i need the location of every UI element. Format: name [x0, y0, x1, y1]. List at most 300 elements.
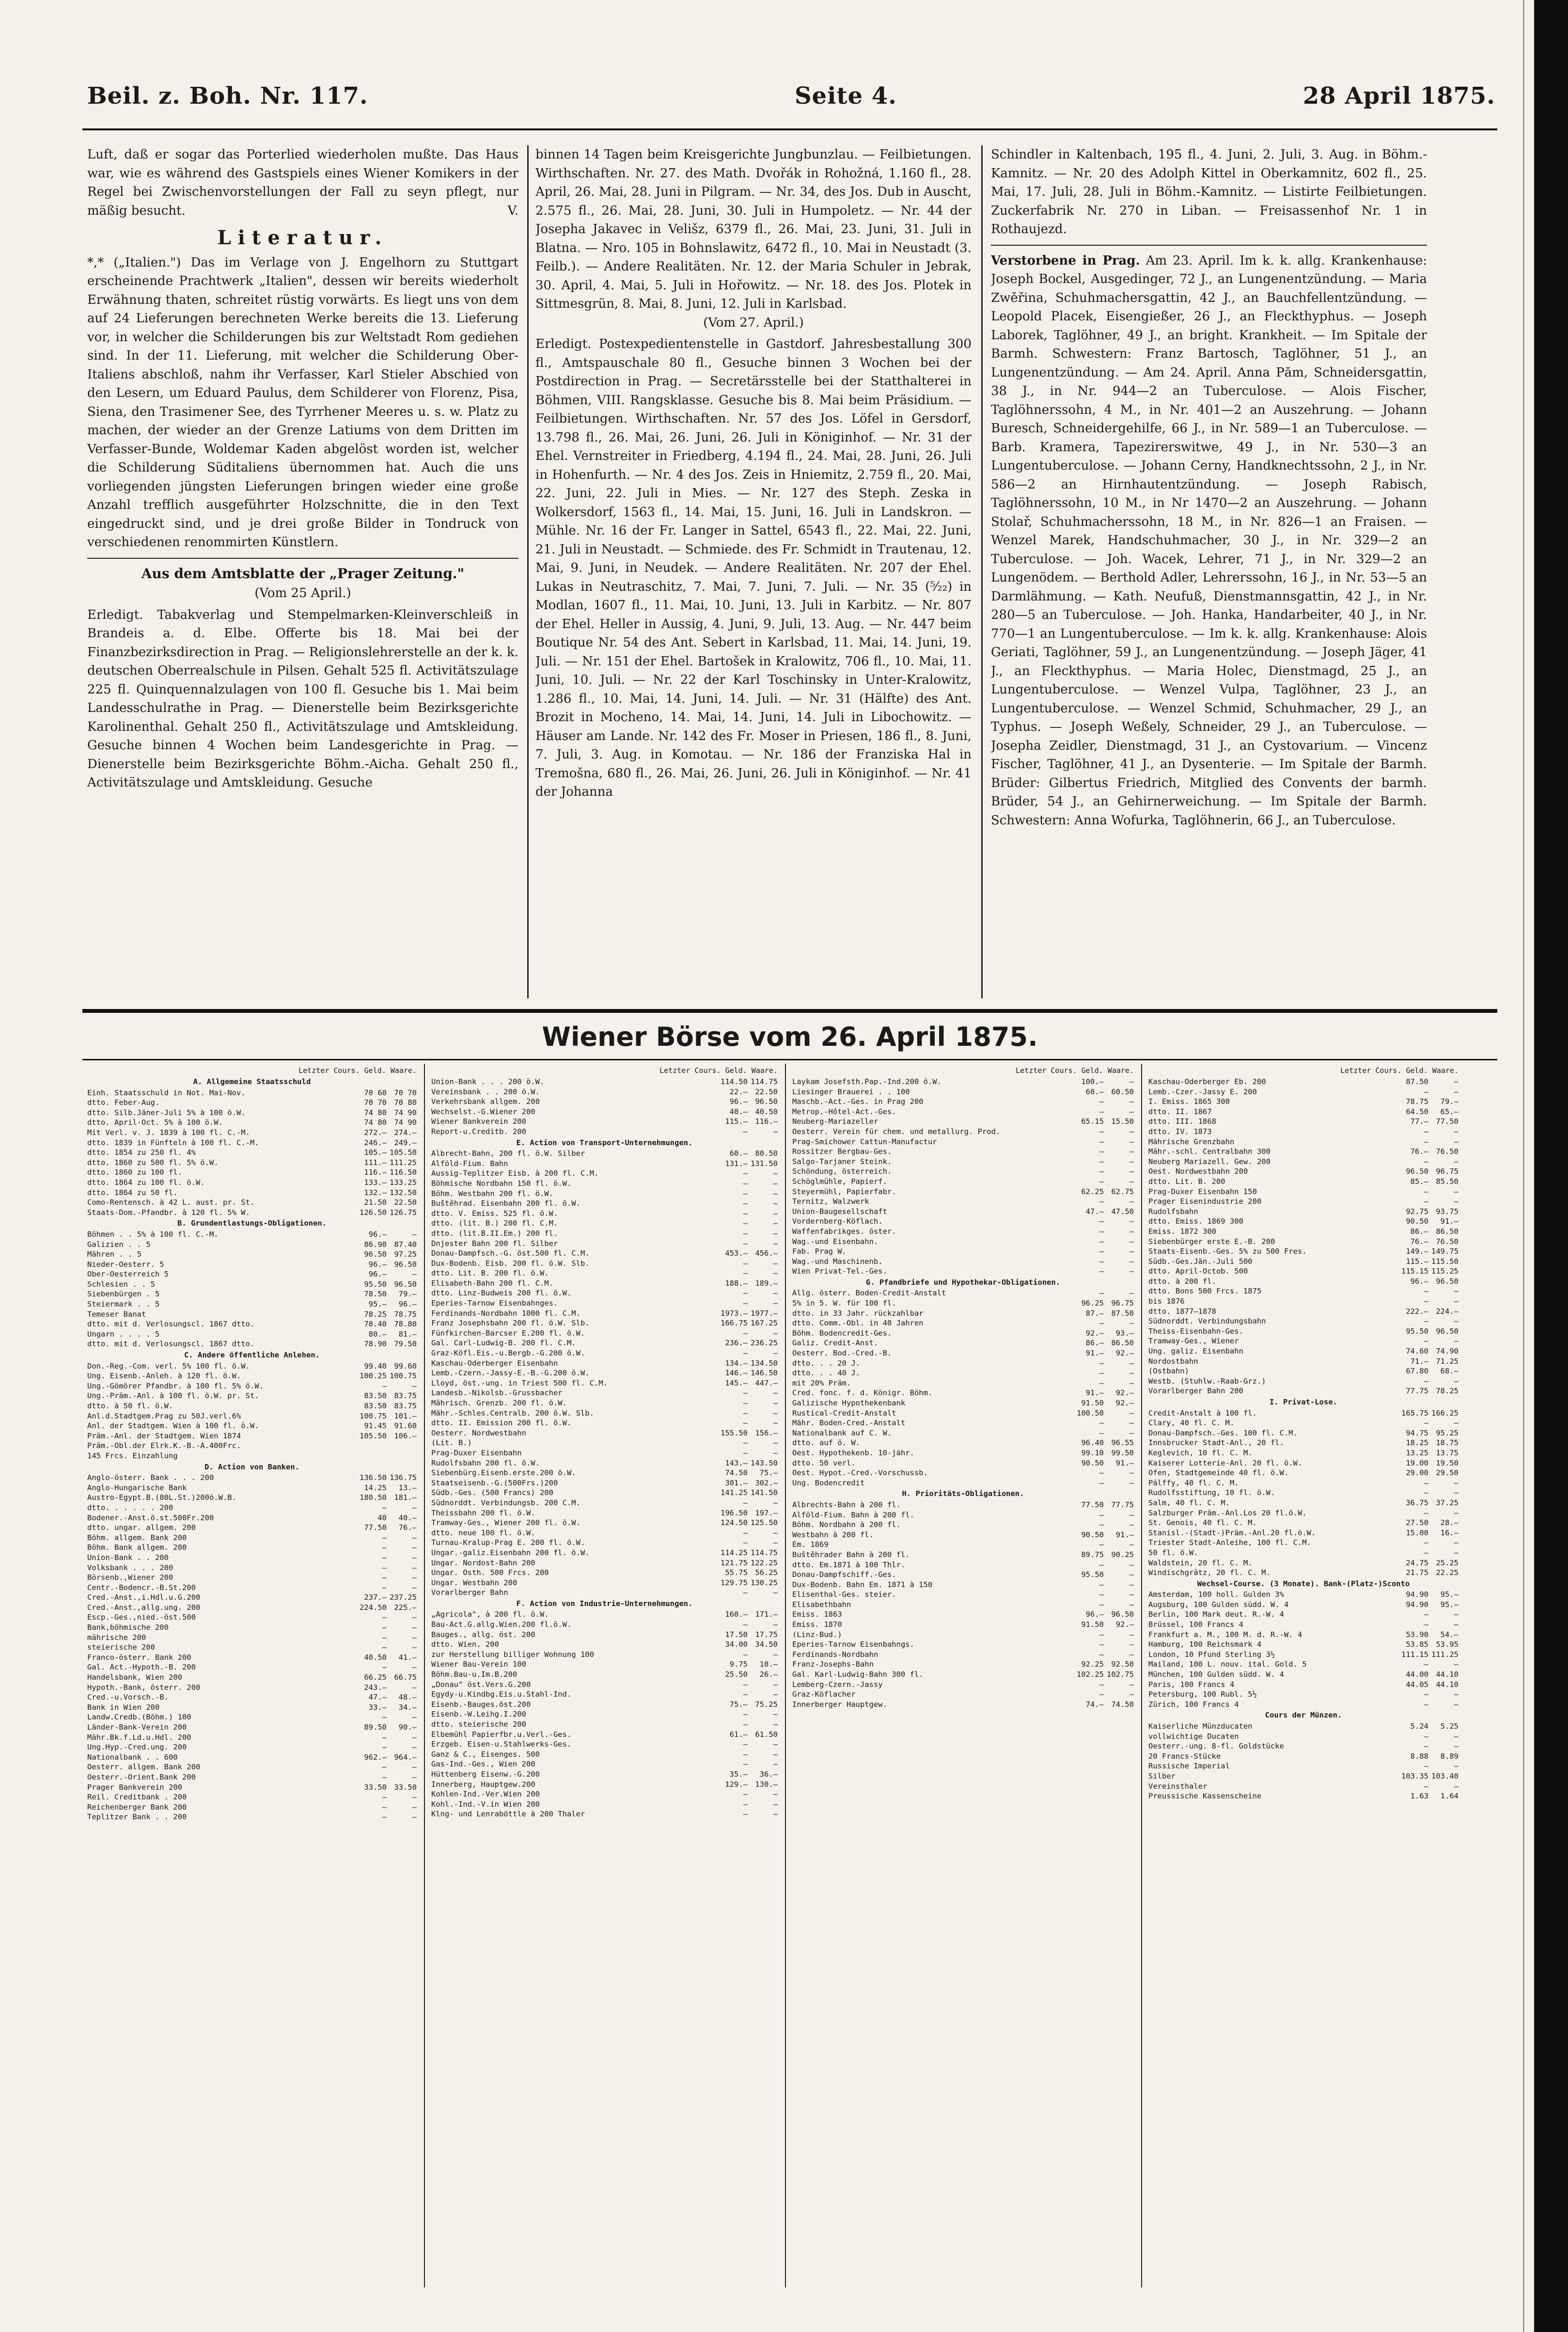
security-name: Salzburger Präm.-Anl.Los 20 fl.ö.W. — [1148, 1508, 1307, 1517]
table-row — [1148, 1237, 1458, 1247]
table-row — [792, 1087, 1134, 1097]
bid-price: 33.— — [368, 1702, 387, 1712]
table-row — [431, 1418, 778, 1428]
bid-price: — — [743, 1328, 748, 1338]
ask-price: — — [1454, 1610, 1458, 1619]
bid-price: 272.— — [364, 1128, 387, 1137]
table-row — [792, 1639, 1134, 1650]
security-name: Neuberg Mariazell. Gew. 200 — [1148, 1157, 1270, 1166]
bid-price: — — [743, 1740, 748, 1749]
exchange-table-1 — [87, 1066, 417, 2287]
table-row — [87, 1762, 417, 1772]
security-name: Stanisl.-(Stadt-)Präm.-Anl.20 fl.ö.W. — [1148, 1528, 1316, 1537]
bid-price: 126.50 — [360, 1208, 387, 1217]
ask-price: 76.50 — [1436, 1147, 1458, 1156]
bid-price: 146.— — [725, 1369, 748, 1378]
bid-price: 96.— — [368, 1260, 387, 1269]
exchange-banner: Wiener Börse vom 26. April 1875. — [542, 1022, 1038, 1052]
bid-price: — — [743, 1710, 748, 1719]
security-name: dtto. (lit. B.) 200 fl. C.M. — [431, 1219, 558, 1228]
security-name: dtto. ungar. allgem. 200 — [87, 1523, 196, 1532]
ask-price: — — [773, 1408, 778, 1418]
amtsblatt-text: Erledigt. Tabakverlag und Stempelmarken-Kleinverschleiß in Brandeis a. d. Elbe. Offerte bis 18. Mai bei der Finanzbezirksdirection in Prag. — Religionslehrerstelle an der k. k. deutschen Oberrealschule in Pilsen. Gehalt 525 fl. Activitätszulage 225 fl. Quinquennalzulagen von 100 fl. Gesuche bis 1. Mai beim Landesschulrathe in Prag. — Dienerstelle beim Bezirksgerichte Karolinenthal. Gehalt 250 fl., Activitätszulage und Amtskleidung. Gesuche binnen 4 Wochen beim Landesgerichte in Prag. — Dienerstelle beim Bezirksgerichte Böhm.-Aicha. Gehalt 250 fl., Activitätszulage und Amtskleidung. Gesuche — [87, 607, 518, 790]
security-name: Fünfkirchen-Barcser E.200 fl. ö.W. — [431, 1328, 585, 1338]
theater-review-ending: Luft, daß er sogar das Porterlied wiederholen mußte. Das Haus war, wie es während des Gastspiels eines Wiener Komikers in der Regel bei Zwischenvorstellungen der Fall zu seyn pflegt, nur mäßig besucht. V. — [87, 147, 518, 218]
ask-price: — — [1129, 1127, 1134, 1136]
ask-price: 106.— — [394, 1431, 417, 1440]
ask-price: 131.50 — [751, 1159, 778, 1168]
bid-price: 76.— — [1410, 1237, 1428, 1246]
table-row — [1148, 1157, 1458, 1167]
bid-price: — — [743, 1528, 748, 1537]
table-row — [1148, 1518, 1458, 1528]
security-name: Hüttenberg Eisenw.-G.200 — [431, 1769, 540, 1779]
ask-price: 83.75 — [394, 1402, 417, 1410]
literatur-heading: Literatur. — [217, 226, 389, 249]
bid-price: — — [382, 1663, 387, 1672]
bid-price: 71.— — [1410, 1356, 1428, 1366]
table-row — [1148, 1508, 1458, 1518]
security-name: Galizische Hypothekenbank — [792, 1399, 906, 1407]
table-row — [1148, 1791, 1458, 1801]
table-row — [87, 1683, 417, 1693]
ask-price: 130.— — [755, 1780, 778, 1789]
table-row — [431, 1189, 778, 1199]
ask-price: — — [1129, 1319, 1134, 1328]
bid-price: — — [743, 1799, 748, 1809]
security-name: (Linz-Bud.) — [792, 1630, 842, 1639]
ask-price: — — [412, 1229, 417, 1239]
security-name: dtto. steierische 200 — [431, 1720, 526, 1729]
ask-price: — — [412, 1553, 417, 1562]
bid-price: 95.50 — [1081, 1570, 1104, 1579]
issue-number: Beil. z. Boh. Nr. 117. — [87, 82, 368, 110]
security-name: Don.-Reg.-Com. verl. 5% 100 fl. ö.W. — [87, 1361, 250, 1371]
security-name: Mailand, 100 L. nouv. ital. Gold. 5 — [1148, 1660, 1307, 1669]
bid-price: 40.— — [729, 1107, 748, 1116]
bid-price: 141.25 — [721, 1488, 748, 1497]
bid-price: 96.25 — [1081, 1299, 1104, 1308]
bid-price: 145.— — [725, 1378, 748, 1387]
security-name: Lemb.-Czer.-Jassy E. 200 — [1148, 1087, 1257, 1096]
ask-price: 103.40 — [1431, 1771, 1458, 1781]
security-name: Silber — [1148, 1771, 1176, 1781]
table-row — [87, 1391, 417, 1401]
bid-price: — — [382, 1633, 387, 1642]
table-divider — [1141, 1064, 1142, 2287]
table-row — [431, 1799, 778, 1810]
bid-price: 91.— — [1085, 1388, 1104, 1398]
ask-price: 166.25 — [1431, 1408, 1458, 1418]
bid-price: 94.90 — [1406, 1590, 1428, 1599]
ask-price: — — [773, 1299, 778, 1308]
security-name: Waldstein, 20 fl. C. M. — [1148, 1558, 1253, 1567]
ask-price: 96.50 — [1436, 1276, 1458, 1286]
security-name: Nieder-Oesterr. 5 — [87, 1260, 164, 1269]
table-row — [431, 1308, 778, 1319]
bid-price: — — [1099, 1560, 1104, 1569]
table-row — [87, 1381, 417, 1391]
table-row — [87, 1309, 417, 1320]
bid-price: 96.— — [368, 1270, 387, 1279]
bid-price: 92.— — [1085, 1328, 1104, 1338]
ask-price: 37.25 — [1436, 1498, 1458, 1507]
bid-price: 78.40 — [364, 1320, 387, 1329]
security-name: Donau-Dampfschiff.-Ges. — [792, 1570, 896, 1579]
table-row — [431, 1468, 778, 1478]
ask-price: 149.75 — [1431, 1247, 1458, 1256]
bid-price: 96.— — [729, 1097, 748, 1106]
table-row — [1148, 1458, 1458, 1468]
bid-price: 102.25 — [1077, 1670, 1104, 1679]
bid-price: — — [1099, 1107, 1104, 1116]
table-row — [431, 1739, 778, 1749]
security-name: Schöndung, österreich. — [792, 1167, 892, 1176]
table-row — [431, 1548, 778, 1558]
bid-price: 76.— — [1410, 1147, 1428, 1156]
table-row — [87, 1329, 417, 1339]
bid-price: — — [382, 1543, 387, 1552]
ask-price: 78.25 — [1436, 1387, 1458, 1396]
table-row — [431, 1438, 778, 1448]
bid-price: — — [1424, 1690, 1428, 1699]
notices-text-3: Schindler in Kaltenbach, 195 fl., 4. Juni, 2. Juli, 3. Aug. in Böhm.-Kamnitz. — Nr. 20 des Adolph Kittel in Oberkamnitz, 602 fl., 25. Mai, 17. Juli, 28. Juli in Böhm.-Kamnitz. — Listirte Feilbietungen. Zuckerfabrik Nr. 270 in Liban. — Freisassenhof Nr. 1 in Rothaujezd. — [991, 147, 1427, 236]
security-name: Theiss-Eisenbahn-Ges. — [1148, 1326, 1243, 1336]
bid-price: — — [743, 1690, 748, 1699]
security-name: Rudolfsbahn — [1148, 1207, 1198, 1216]
ask-price: — — [412, 1793, 417, 1802]
ask-price: 70 70 — [394, 1088, 417, 1097]
bid-price: 74 80 — [364, 1108, 387, 1117]
security-name: Bau-Act.G.allg.Wien.200 fl.ö.W. — [431, 1620, 572, 1629]
security-name: Innerberg, Hauptgew.200 — [431, 1780, 535, 1789]
bid-price: 115.15 — [1401, 1267, 1428, 1276]
security-name: Graz-Köfl.Eis.-u.Bergb.-G.200 ö.W. — [431, 1349, 585, 1358]
bid-price: — — [743, 1229, 748, 1238]
bid-price: — — [1099, 1630, 1104, 1639]
table-row — [1148, 1376, 1458, 1387]
table-row — [87, 1633, 417, 1643]
table-row — [87, 1812, 417, 1822]
bid-price: 136.50 — [360, 1473, 387, 1482]
ask-price: 91.— — [1115, 1458, 1134, 1467]
security-name: dtto. (lit.B.II.Em.) 200 fl. — [431, 1229, 558, 1238]
table-row — [792, 1187, 1134, 1197]
table-row — [87, 1733, 417, 1743]
ask-price: — — [1129, 1358, 1134, 1368]
ask-price: 87.50 — [1111, 1308, 1134, 1318]
ask-price: 456.— — [755, 1249, 778, 1258]
ask-price: 95.— — [1440, 1600, 1458, 1609]
bid-price: — — [1099, 1237, 1104, 1246]
security-name: Mähr.Bk.f.Ld.u.Hdl. 200 — [87, 1733, 191, 1742]
table-row — [792, 1237, 1134, 1247]
security-name: Donau-Dampfsch.-G. öst.500 fl. C.M. — [431, 1249, 590, 1258]
ask-price: 74 90 — [394, 1118, 417, 1127]
table-row — [1148, 1689, 1458, 1700]
ask-price: — — [412, 1381, 417, 1390]
security-name: Böhm. Bank allgem. 200 — [87, 1543, 187, 1552]
table-row — [431, 1278, 778, 1289]
ask-price: 83.75 — [394, 1391, 417, 1401]
ask-price: — — [412, 1583, 417, 1592]
bid-price: 40.50 — [364, 1653, 387, 1662]
table-row — [1148, 1336, 1458, 1346]
table-row — [431, 1659, 778, 1670]
table-row — [1148, 1386, 1458, 1396]
table-row — [87, 1533, 417, 1543]
ask-price: 36.— — [759, 1769, 778, 1779]
bid-price: — — [1424, 1700, 1428, 1709]
security-name: dtto. . . 20 J. — [792, 1358, 860, 1368]
table-row — [87, 1642, 417, 1653]
table-row — [87, 1249, 417, 1260]
table-row — [1148, 1751, 1458, 1762]
bid-price: 99.40 — [364, 1361, 387, 1371]
table-row — [1148, 1609, 1458, 1620]
deaths-text: Verstorbene in Prag. Am 23. April. Im k. k. allg. Krankenhause: Joseph Bockel, Ausgedinger, 72 J., an Lungenentzündung. — Maria Zwěřina, Schuhmachersgattin, 42 J., an Bauchfellentzündung. — Leopold Placek, Eisengießer, 26 J., an Fleckthyphus. — Joseph Laborek, Taglöhner, 49 J., an bright. Krankheit. — Im Spitale der Barmh. Schwestern: Franz Bartosch, Taglöhner, 51 J., an Lungenentzündung. — Am 24. April. Anna Păm, Schneidersgattin, 38 J., in Nr. 944—2 an Tuberculose. — Alois Fischer, Taglöhnerssohn, 4 M., in Nr. 401—2 an Auszehrung. — Johann Buresch, Schneidergehilfe, 66 J., in Nr. 589—1 an Tuberculose. — Barb. Kramera, Tapezirerswitwe, 49 J., in Nr. 530—3 an Lungentuberculose. — Johann Cerny, Handknechtssohn, 2 J., in Nr. 586—2 an Hirnhautentzündung. — Joseph Rabisch, Taglöhnerssohn, 10 M., in Nr 1470—2 an Auszehrung. — Johann Stolař, Schuhmacherssohn, 18 M., in Nr. 826—1 an Fraisen. — Wenzel Marek, Handschuhmacher, 30 J., in Nr. 329—2 an Tuberculose. — Joh. Wacek, Lehrer, 71 J., in Nr. 329—2 an Lungenödem. — Berthold Adler, Lehrerssohn, 16 J., in Nr. 53—5 an Darmlähmung. — Kath. Neufuß, Dienstmannsgattin, 42 J., in Nr. 280—5 an Tuberculose. — Joh. Hanka, Handarbeiter, 40 J., in Nr. 770—1 an Lungentuberculose. — Im k. k. allg. Krankenhause: Alois Geriati, Taglöhner, 59 J., an Lungenentzündung. — Joseph Jäger, 41 J., an Fleckthyphus. — Maria Holec, Dienstmagd, 25 J., an Lungentuberculose. — Wenzel Vulpa, Taglöhner, 23 J., an Lungentuberculose. — Wenzel Schmid, Schuhmacher, 29 J., an Typhus. — Joseph Weßely, Schneider, 29 J., an Tuberculose. — Josepha Zeidler, Dienstmagd, 31 J., an Cystovarium. — Vincenz Fischer, Taglöhner, 41 J., an Dysenterie. — Im Spitale der Barmh. Brüder: Gilbertus Friedrich, Mitglied des Convents der barmh. Brüder, 54 J., an Gehirnerweichung. — Im Spitale der Barmh. Schwestern: Anna Wofurka, Taglöhnerin, 66 J., an Tuberculose. — [991, 253, 1427, 828]
bid-price: — — [743, 1720, 748, 1729]
ask-price: 225.— — [394, 1603, 417, 1612]
bid-price: 17.50 — [725, 1630, 748, 1639]
bid-price: — — [1099, 1650, 1104, 1659]
bid-price: — — [1099, 1358, 1104, 1368]
security-name: Nordostbahn — [1148, 1356, 1198, 1366]
bid-price: 18.25 — [1406, 1438, 1428, 1448]
table-row — [1148, 1761, 1458, 1771]
security-name: Rossitzer Bergbau-Ges. — [792, 1147, 892, 1156]
ask-price: 79.— — [1440, 1097, 1458, 1106]
column-divider — [527, 145, 529, 998]
security-name: Mähr. Boden-Cred.-Anstalt — [792, 1418, 906, 1428]
table-row — [431, 1239, 778, 1249]
table-row — [431, 1168, 778, 1179]
ask-price: — — [773, 1269, 778, 1278]
table-row — [87, 1260, 417, 1270]
security-name: Südnorddt. Verbindungsb. 200 C.M. — [431, 1498, 580, 1507]
security-name: Kaiserer Lotterie-Anl. 20 fl. ö.W. — [1148, 1458, 1302, 1467]
table-row — [87, 1692, 417, 1702]
table-row — [792, 1630, 1134, 1640]
bid-price: 91.— — [1085, 1349, 1104, 1358]
security-name: Ung. Bodencredit — [792, 1478, 865, 1487]
security-name: Ungar.-galiz.Eisenbahn 200 fl. ö.W. — [431, 1548, 590, 1557]
security-name: Nationalbank auf C. W. — [792, 1428, 892, 1437]
security-name: Gal. Carl-Ludwig-B. 200 fl. C.M. — [431, 1339, 576, 1348]
ask-price: 93.75 — [1436, 1207, 1458, 1216]
bid-price: 62.25 — [1081, 1187, 1104, 1196]
security-name: Anglo-österr. Bank . . . 200 — [87, 1473, 214, 1482]
security-name: Wien Privat-Tel.-Ges. — [792, 1267, 887, 1276]
security-name: Waffenfabrikges. öster. — [792, 1227, 896, 1236]
bid-price: — — [382, 1743, 387, 1752]
bid-price: 133.— — [364, 1178, 387, 1187]
bid-price: 78.25 — [364, 1309, 387, 1319]
ask-price: 78.80 — [394, 1320, 417, 1329]
bid-price: — — [1099, 1319, 1104, 1328]
ask-price: — — [1454, 1137, 1458, 1146]
bid-price: 96.40 — [1081, 1438, 1104, 1448]
table-row — [1148, 1307, 1458, 1317]
security-name: Oesterr.-ung. 8-fl. Goldstücke — [1148, 1742, 1284, 1751]
table-row — [792, 1338, 1134, 1348]
bid-price: 95.50 — [364, 1279, 387, 1289]
bid-price: — — [382, 1623, 387, 1632]
bid-price: — — [1424, 1478, 1428, 1487]
table-row — [1148, 1266, 1458, 1276]
table-row — [431, 1478, 778, 1488]
table-row — [1148, 1771, 1458, 1781]
ask-price: 125.50 — [751, 1518, 778, 1528]
ask-price: 224.— — [1436, 1307, 1458, 1316]
bid-price: — — [1424, 1297, 1428, 1306]
bid-price: 24.75 — [1406, 1558, 1428, 1567]
bid-price: 196.50 — [721, 1508, 748, 1517]
exchange-table-3 — [792, 1066, 1134, 2287]
table-row — [87, 1361, 417, 1371]
table-row — [431, 1630, 778, 1640]
table-row — [431, 1749, 778, 1760]
ask-price: — — [1129, 1570, 1134, 1579]
table-row — [87, 1662, 417, 1672]
security-name: Maschb.-Act.-Ges. in Prag 200 — [792, 1097, 924, 1106]
ask-price: — — [773, 1349, 778, 1358]
table-row — [431, 1408, 778, 1418]
security-name: 145 Frcs. Einzahlung — [87, 1451, 178, 1460]
security-name: Report-u.Creditb. 200 — [431, 1127, 526, 1136]
bid-price: 236.— — [725, 1339, 748, 1348]
table-row — [87, 1240, 417, 1250]
security-name: München, 100 Gulden südd. W. 4 — [1148, 1670, 1284, 1679]
security-name: Franz Josephsbahn 200 fl. ö.W. Slb. — [431, 1319, 590, 1328]
ask-price: — — [1454, 1197, 1458, 1206]
table-row — [792, 1600, 1134, 1610]
table-row — [1148, 1087, 1458, 1097]
bid-price: 165.75 — [1401, 1408, 1428, 1418]
ask-price: 76.50 — [1436, 1237, 1458, 1246]
bid-price: — — [1424, 1548, 1428, 1557]
table-row — [1148, 1227, 1458, 1237]
security-name: Oest. Nordwestbahn 200 — [1148, 1167, 1248, 1176]
table-row — [87, 1592, 417, 1603]
ask-price: 96.50 — [755, 1097, 778, 1106]
ask-price: 78.75 — [394, 1309, 417, 1319]
bid-price: — — [1424, 1620, 1428, 1629]
table-row — [431, 1198, 778, 1209]
table-row — [1148, 1650, 1458, 1660]
ask-price: 237.25 — [390, 1593, 417, 1602]
bid-price: 70 70 — [364, 1098, 387, 1107]
table-row — [87, 1702, 417, 1713]
table-row — [1148, 1732, 1458, 1742]
security-name: Austro-Egypt.B.(80L.St.)200ö.W.B. — [87, 1493, 236, 1502]
table-row — [431, 1087, 778, 1097]
bid-price: 77.75 — [1406, 1387, 1428, 1396]
ask-price: — — [773, 1650, 778, 1659]
bid-price: 77.50 — [1081, 1500, 1104, 1509]
table-row — [87, 1401, 417, 1411]
table-row — [792, 1580, 1134, 1590]
ask-price: — — [1129, 1560, 1134, 1569]
page-header — [82, 82, 1495, 121]
bid-price: — — [1424, 1781, 1428, 1791]
security-name: Kaschau-Oderberger Eisenbahn — [431, 1358, 558, 1368]
bid-price: — — [1424, 1317, 1428, 1326]
bid-price: 111.15 — [1401, 1650, 1428, 1659]
bid-price: 132.— — [364, 1188, 387, 1197]
ask-price: 92.— — [1115, 1349, 1134, 1358]
table-row — [792, 1328, 1134, 1339]
table-row — [431, 1149, 778, 1159]
table-section-title: Cours der Münzen. — [1265, 1711, 1342, 1720]
security-name: dtto. mit d. Verlosungscl. 1867 dtto. — [87, 1320, 255, 1329]
notices-text-1: binnen 14 Tagen beim Kreisgerichte Jungbunzlau. — Feilbietungen. Wirthschaften. Nr. 27. des Math. Dvořák in Rohožná, 1.160 fl., 28. April, 26. Mai, 28. Juni in Pilgram. — Nr. 34, des Jos. Dub in Auscht, 2.575 fl., 26. Mai, 28. Juni, 30. Juli in Humpoletz. — Nr. 44 der Josepha Jakavec in Velišz, 6379 fl., 26. Mai, 23. Juni, 31. Juli in Blatna. — Nro. 105 in Bohnslawitz, 6472 fl., 10. Mai in Neustadt (3. Feilb.). — Andere Realitäten. Nr. 12. der Maria Schuler in Jebrak, 30. April, 4. Mai, 5. Juli in Hořowitz. — Nr. 18. des Jos. Plotek in Sittmesgrün, 8. Mai, 8. Juni, 12. Juli in Karlsbad. — [535, 147, 972, 311]
table-row — [87, 1543, 417, 1553]
security-name: Schlesien . . 5 — [87, 1279, 155, 1289]
table-row — [1148, 1670, 1458, 1680]
table-row — [1148, 1478, 1458, 1488]
security-name: Galiz. Credit-Anst. — [792, 1339, 878, 1348]
bid-price: — — [382, 1563, 387, 1572]
security-name: Erzgeb. Eisen-u.Stahlwerks-Ges. — [431, 1740, 572, 1749]
ask-price: 75.— — [759, 1468, 778, 1478]
bid-price: 25.50 — [725, 1670, 748, 1679]
bid-price: 92.25 — [1081, 1660, 1104, 1669]
bid-price: — — [382, 1763, 387, 1772]
ask-price: — — [1454, 1127, 1458, 1136]
ask-price: — — [1454, 1660, 1458, 1669]
table-row — [431, 1248, 778, 1259]
ask-price: 100.75 — [390, 1371, 417, 1381]
security-name: Eperies-Tarnow Eisenbahnges. — [431, 1299, 558, 1308]
security-name: Mähr.-Schles.Centralb. 200 ö.W. Slb. — [431, 1408, 594, 1418]
ask-price: 86.50 — [1111, 1339, 1134, 1348]
table-divider — [785, 1064, 786, 2287]
table-row — [792, 1358, 1134, 1369]
bid-price: — — [743, 1790, 748, 1799]
security-name: Anl.d.Stadtgem.Prag zu 50J.verl.6% — [87, 1411, 241, 1420]
bid-price: — — [1424, 1127, 1428, 1136]
security-name: Buštěhrad. Eisenbahn 200 fl. ö.W. — [431, 1199, 580, 1208]
table-row — [1148, 1721, 1458, 1732]
security-name: Union-Bank . . . 200 ö.W. — [431, 1077, 545, 1086]
bid-price: — — [382, 1583, 387, 1592]
security-name: Preussische Kassenscheine — [1148, 1792, 1262, 1801]
table-row — [87, 1431, 417, 1441]
ask-price: — — [1129, 1640, 1134, 1649]
ask-price: — — [1129, 1257, 1134, 1266]
bid-price: 124.50 — [721, 1518, 748, 1528]
security-name: Credit-Anstalt à 100 fl. — [1148, 1408, 1257, 1418]
literatur-text: *,* („Italien.") Das im Verlage von J. Engelhorn zu Stuttgart erscheinende Prachtwerk „Italien", dessen wir bereits wiederholt Erwähnung thaten, schreitet rüstig vorwärts. Es liegt uns von dem auf 24 Lieferungen berechneten Werke bereits die 13. Lieferung vor, in welcher die Schilderungen bis zur Weltstadt Rom gediehen sind. In der 11. Lieferung, mit welcher die Schilderung Ober-Italiens abschloß, nahm ihr Verfasser, Karl Stieler Abschied von den Lesern, um Eduard Paulus, dem Schilderer von Florenz, Pisa, Siena, den Trasimener See, des Tyrrhener Meeres u. s. w. Platz zu machen, der wieder an der Grenze Latiums von dem Dritten im Verfasser-Bunde, Woldemar Kaden abgelöst worden ist, welcher die Schilderung Süditaliens übernommen hat. Auch die uns vorliegenden jüngsten Lieferungen bringen wieder eine große Anzahl trefflich ausgeführter Holzschnitte, die in den Text eingedruckt sind, und je drei große Bilder in Tondruck von verschiedenen renommirten Künstlern. — [87, 255, 518, 550]
bid-price: — — [743, 1680, 748, 1689]
table-header: Letzter Cours. Geld. Waare. — [298, 1066, 417, 1075]
table-row — [431, 1528, 778, 1538]
security-name: „Agricola", à 200 fl. ö.W. — [431, 1610, 549, 1619]
ask-price: 197.— — [755, 1508, 778, 1517]
ask-price: 115.25 — [1431, 1267, 1458, 1276]
security-name: Franz-Josephs-Bahn — [792, 1660, 874, 1669]
table-row — [1148, 1107, 1458, 1117]
table-row — [87, 1493, 417, 1503]
security-name: Böhm. Nordbahn à 200 fl. — [792, 1520, 901, 1529]
security-name: Cred.-Anst.,i.Hdl.u.G.200 — [87, 1593, 201, 1602]
security-name: Bank,böhmische 200 — [87, 1623, 169, 1632]
table-row — [1148, 1197, 1458, 1207]
security-name: Mähren . . 5 — [87, 1250, 141, 1259]
bid-price: — — [1424, 1287, 1428, 1296]
bid-price: — — [743, 1399, 748, 1407]
